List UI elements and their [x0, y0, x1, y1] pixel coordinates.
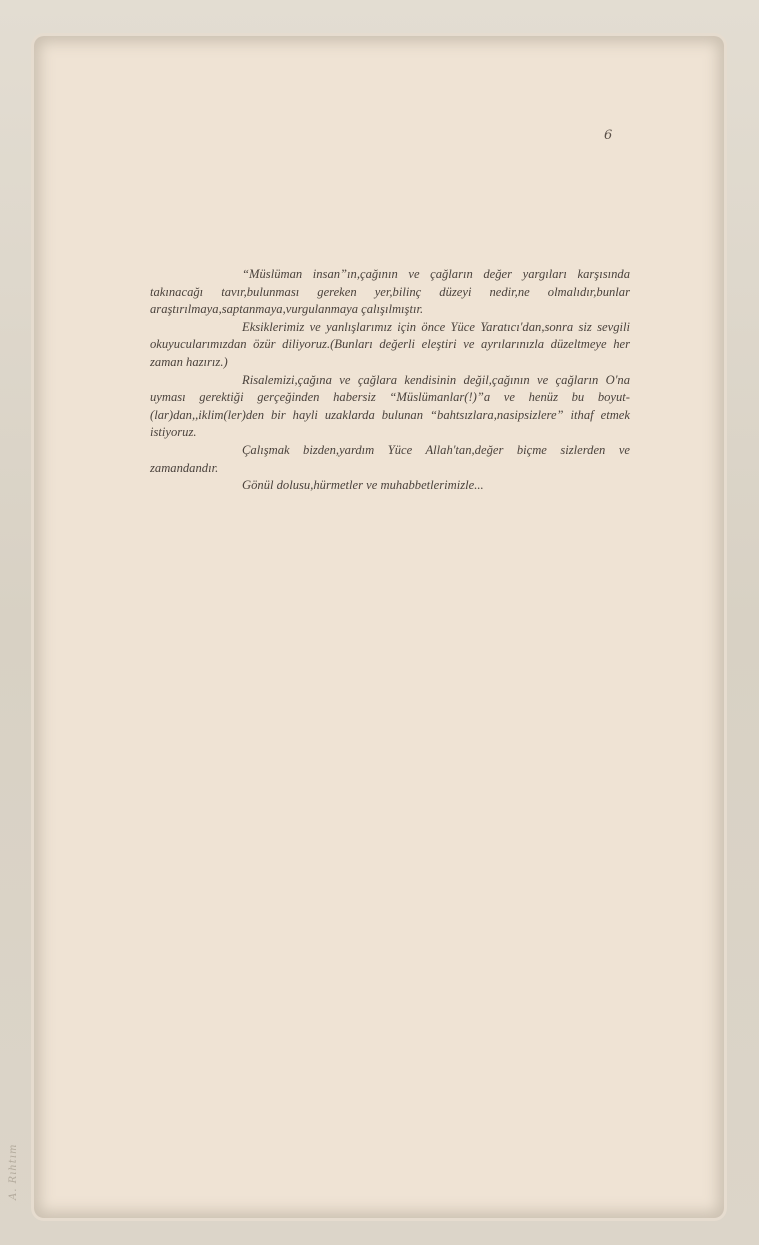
margin-signature: A. Rıhtım	[8, 1143, 19, 1200]
document-page	[34, 36, 724, 1218]
paragraph-1: “Müslüman insan”ın,çağının ve çağların değer yargıları karşısında takınacağı tavır,bulunması gereken yer,bilinç düzeyi nedir,ne olmalıdır,bunlar araştırılmaya,saptanmaya,vurgulanmaya çalışılmıştır.	[150, 267, 630, 317]
paragraph-2: Eksiklerimiz ve yanlışlarımız için önce Yüce Yaratıcı'dan,sonra siz sevgili okuyucularımızdan özür diliyoruz.(Bunları değerli eleştiri ve ayrılarınızla düzeltmeye her zaman hazırız.)	[150, 319, 630, 369]
page-number: 6	[604, 128, 613, 143]
paragraph-3: Risalemizi,çağına ve çağlara kendisinin değil,çağının ve çağların O'na uyması gerektiği gerçeğinden habersiz “Müslümanlar(!)”a ve henüz bu boyut-(lar)dan,,iklim(ler)den bir hayli uzaklarda bulunan “bahtsızlara,nasipsizlere” ithaf etmek istiyoruz.	[150, 372, 630, 440]
body-text	[150, 266, 630, 495]
paragraph-4: Çalışmak bizden,yardım Yüce Allah'tan,değer biçme sizlerden ve zamandandır.	[150, 442, 630, 475]
paragraph-5: Gönül dolusu,hürmetler ve muhabbetlerimizle...	[242, 478, 484, 493]
